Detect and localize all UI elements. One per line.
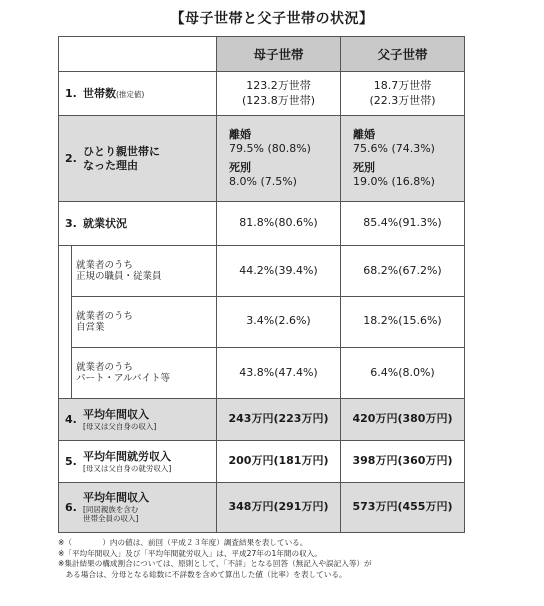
footnote: ※「平均年間収入」及び「平均年間就労収入」は、平成27年の1年間の収入。 [58,548,322,558]
income-label-note: [母又は父自身の収入] [83,421,157,431]
reason-label-line1: ひとり親世帯に [83,144,160,158]
footnote: ※集計結果の構成割合については、原則として、「不詳」となる回答（無記入や誤記入等）が [58,559,372,569]
regular-label-line1: 就業者のうち [76,259,134,271]
row-number: 1. [65,86,77,100]
work-income-mother: 200万円(181万円) [217,441,341,483]
header-blank-cell [59,37,217,72]
reason-mother-death-label: 死別 [229,160,251,174]
work-income-father: 398万円(360万円) [341,441,465,483]
row-self-employed [59,296,465,347]
household-income-label-note2: 世帯全員の収入] [83,514,139,524]
reason-mother-divorce-value: 79.5% (80.8%) [229,142,311,156]
households-mother [217,72,341,116]
part-time-father: 6.4%(8.0%) [341,347,465,399]
header-mother: 母子世帯 [217,37,341,72]
footnote: ある場合は、分母となる総数に不詳数を含めて算出した値（比率）を表している。 [58,569,347,579]
footnotes [58,538,498,581]
page-title: 【母子世帯と父子世帯の状況】 [170,11,374,27]
households-label-note: (推定値) [116,89,145,99]
households-label [59,72,217,116]
reason-father-divorce-value: 75.6% (74.3%) [353,142,435,156]
household-income-mother: 348万円(291万円) [217,483,341,533]
household-income-father: 573万円(455万円) [341,483,465,533]
header-father: 父子世帯 [341,37,465,72]
work-income-label [59,441,217,483]
households-mother-current: 123.2万世帯 [246,79,311,93]
regular-mother: 44.2%(39.4%) [217,246,341,297]
households-father [341,72,465,116]
self-employed-label [59,296,217,347]
reason-father [341,116,465,202]
employment-mother: 81.8%(80.6%) [217,202,341,246]
row-number: 2. [65,151,77,165]
reason-father-death-value: 19.0% (16.8%) [353,174,435,188]
work-income-label-text: 平均年間就労収入 [83,449,171,463]
row-household-income [59,483,465,533]
reason-label-line2: なった理由 [83,158,138,172]
comparison-table [58,36,465,533]
self-employed-label-line1: 就業者のうち [76,310,134,322]
reason-mother [217,116,341,202]
households-label-text: 世帯数 [83,86,116,100]
row-income [59,399,465,441]
row-employment [59,202,465,246]
regular-label [59,246,217,297]
row-work-income [59,441,465,483]
regular-label-line2: 正規の職員・従業員 [76,271,162,282]
regular-father: 68.2%(67.2%) [341,246,465,297]
households-mother-previous: (123.8万世帯) [241,93,316,107]
income-label-text: 平均年間収入 [83,407,149,421]
self-employed-mother: 3.4%(2.6%) [217,296,341,347]
income-label [59,399,217,441]
part-time-mother: 43.8%(47.4%) [217,347,341,399]
employment-father: 85.4%(91.3%) [341,202,465,246]
row-number: 6. [65,500,77,514]
part-time-label [59,347,217,399]
work-income-label-note: [母又は父自身の就労収入] [83,463,172,473]
row-reason [59,116,465,202]
footnote: ※（ ）内の値は、前回（平成２３年度）調査結果を表している。 [58,538,308,547]
reason-mother-divorce-label: 離婚 [229,127,251,141]
reason-father-death-label: 死別 [353,160,375,174]
households-father-previous: (22.3万世帯) [369,93,436,107]
reason-father-divorce-label: 離婚 [353,127,375,141]
row-number: 3. [65,216,77,230]
row-number: 4. [65,412,77,426]
income-father: 420万円(380万円) [341,399,465,441]
row-number: 5. [65,454,77,468]
self-employed-father: 18.2%(15.6%) [341,296,465,347]
header-row [59,37,465,72]
employment-label [59,202,217,246]
row-part-time [59,347,465,399]
employment-label-text: 就業状況 [83,216,127,230]
household-income-label-text: 平均年間収入 [83,491,149,505]
households-father-current: 18.7万世帯 [373,79,432,93]
reason-mother-death-value: 8.0% (7.5%) [229,174,297,188]
part-time-label-line1: 就業者のうち [76,361,134,373]
income-mother: 243万円(223万円) [217,399,341,441]
row-households [59,72,465,116]
reason-label [59,116,217,202]
household-income-label [59,483,217,533]
household-income-label-note1: [同居親族を含む [83,505,139,514]
row-regular [59,246,465,297]
part-time-label-line2: パート・アルバイト等 [76,373,170,384]
self-employed-label-line2: 自営業 [76,322,105,333]
